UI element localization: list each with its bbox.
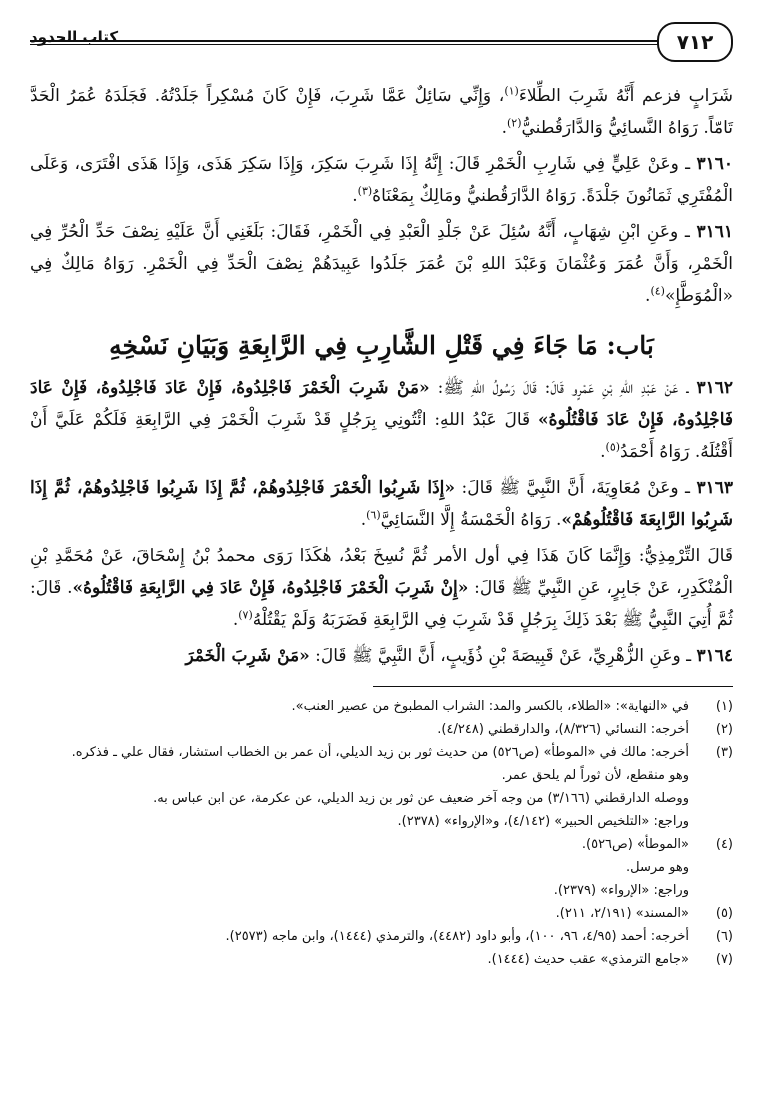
hadith-number: ٣١٦١ — [696, 222, 733, 242]
page-number: ٧١٢ — [657, 22, 733, 62]
footnote-line: في «النهاية»: «الطلاء، بالكسر والمد: الشراب المطبوخ من عصير العنب». — [291, 699, 689, 714]
footnote — [30, 718, 733, 741]
text: ـ وعَنْ مُعَاوِيَةَ، أَنَّ النَّبِيَّ ﷺ قَالَ: — [461, 478, 691, 498]
footnote-line: وهو مرسل. — [626, 860, 689, 875]
footnote-line: أخرجه: مالك في «الموطأ» (ص٥٢٦) من حديث ثور بن زيد الديلي، أن عمر بن الخطاب استشار، فقال علي ـ فذكره. — [71, 745, 689, 760]
hadith-number: ٣١٦٤ — [696, 646, 733, 666]
footnote-text — [30, 925, 689, 948]
text: ـ عَنْ عَبْدِ اللهِ بْنِ عَمْرٍو قَالَ: قَالَ رَسُولُ اللهِ ﷺ: — [437, 378, 689, 398]
header-rule — [30, 40, 673, 45]
hadith-entry — [30, 148, 733, 212]
hadith-number: ٣١٦٣ — [696, 478, 734, 498]
footnote-text — [30, 741, 689, 833]
hadith-quote: «إِنْ شَرِبَ الْخَمْرَ فَاجْلِدُوهُ، فَإِنْ عَادَ فِي الرَّابِعَةِ فَاقْتُلُوهُ» — [72, 578, 469, 598]
hadith-number: ٣١٦٢ — [696, 378, 734, 398]
text: . — [360, 510, 367, 530]
footnote-text — [30, 948, 689, 971]
hadith-quote: «مَنْ شَرِبَ الْخَمْرَ — [185, 646, 310, 666]
footnote-ref: (٥) — [605, 440, 621, 454]
footnote-ref: (٤) — [650, 284, 665, 298]
footnote — [30, 925, 733, 948]
footnote-line: وراجع: «الإرواء» (٢٣٧٩). — [553, 883, 689, 898]
commentary-paragraph — [30, 540, 733, 636]
footnote-ref: (٧) — [238, 608, 253, 622]
footnote — [30, 948, 733, 971]
text: قَالَ عَبْدُ اللهِ: ائْتُونِي بِرَجُلٍ قَدْ شَرِبَ الْخَمْرَ فِي الرَّابِعَةِ فَلَكُمْ عَلَيَّ أَنْ أَقْتُلَهُ. رَوَاهُ أَحْمَدُ — [30, 410, 733, 462]
text: قَالَ التِّرْمِذِيُّ: وَإِنَّمَا كَانَ هَذَا فِي أول الأمر ثُمَّ نُسِخَ بَعْدُ، هٰكَذَا رَوَى محمدُ بْنُ إِسْحَاقَ، عَنْ مُحَمَّدِ بْنِ الْمُنْكَدِرِ، عَنْ جَابِرٍ، عَنِ النَّبِيِّ ﷺ قَالَ: — [30, 546, 733, 598]
footnote-ref: (١) — [504, 84, 519, 98]
text: . قَالَ: ثُمَّ أُتِيَ النَّبِيُّ ﷺ بَعْدَ ذَلِكَ بِرَجُلٍ قَدْ شَرِبَ فِي الرَّابِعَةِ فَضَرَبَهُ وَلَمْ يَقْتُلْهُ — [30, 578, 733, 630]
text: ـ وعَنْ عَلِيٍّ فِي شَارِبِ الْخَمْرِ قَالَ: إِنَّهُ إِذَا شَرِبَ سَكِرَ، وَإِذَا سَكِرَ هَذَى، وَإِذَا هَذَى افْتَرَى، وَعَلَى الْمُفْتَرِي ثَمَانُونَ جَلْدَةً. رَوَاهُ الدَّارَقُطنيُّ ومَالِكٌ بِمَعْنَاهُ — [30, 154, 733, 206]
footnote-number: (٦) — [715, 929, 733, 944]
footnote-ref: (٣) — [357, 184, 373, 198]
footnote — [30, 741, 733, 833]
hadith-entry — [30, 216, 733, 312]
text: ـ وعَنِ الزُّهْرِيِّ، عَنْ قَبِيصَةَ بْنِ ذُؤَيبٍ، أَنَّ النَّبِيَّ ﷺ قَالَ: — [315, 646, 692, 666]
main-text — [30, 80, 733, 672]
page — [30, 22, 733, 971]
footnotes — [30, 695, 733, 971]
footnote-line: وراجع: «التلخيص الحبير» (٤/١٤٢)، و«الإرواء» (٢٣٧٨). — [397, 814, 689, 829]
footnote — [30, 695, 733, 718]
footnote-line: أخرجه: النسائي (٨/٣٢٦)، والدارقطني (٤/٢٤٨). — [437, 722, 689, 737]
text: ، وَإِنِّي سَائِلٌ عَمَّا شَرِبَ، فَإِنْ كَانَ مُسْكِراً جَلَدْتُهُ. فَجَلَدَهُ عُمَرُ الْحَدَّ تَامّاً. رَوَاهُ النَّسائِيُّ وَالدَّارَقُطنيُّ — [30, 86, 733, 138]
footnote-line: وهو منقطع، لأن ثوراً لم يلحق عمر. — [501, 768, 689, 783]
hadith-entry — [30, 640, 733, 672]
hadith-number: ٣١٦٠ — [696, 154, 733, 174]
footnote-ref: (٦) — [366, 508, 381, 522]
hadith-entry — [30, 472, 733, 536]
chapter-title: بَاب: مَا جَاءَ فِي قَتْلِ الشَّارِبِ فِي الرَّابِعَةِ وَبَيَانِ نَسْخِهِ — [109, 331, 654, 360]
footnote-text — [30, 718, 689, 741]
footnote-line: «جامع الترمذي» عقب حديث (١٤٤٤). — [487, 952, 689, 967]
text: . — [232, 610, 239, 630]
text: . — [501, 118, 507, 138]
text: . — [600, 442, 606, 462]
footnote-line: أخرجه: أحمد (٤/٩٥، ٩٦، ١٠٠)، وأبو داود (٤٤٨٢)، والترمذي (١٤٤٤)، وابن ماجه (٢٥٧٣). — [225, 929, 689, 944]
footnote-number: (٥) — [715, 906, 733, 921]
text: ـ وعَنِ ابْنِ شِهَابٍ، أَنَّهُ سُئِلَ عَنْ جَلْدِ الْعَبْدِ فِي الْخَمْرِ، فَقَالَ: بَلَغَنِي أَنَّ عَلَيْهِ نِصْفَ حَدِّ الْحُرِّ فِي الْخَمْرِ، وَأَنَّ عُمَرَ وَعُثْمَانَ وَعَبْدَ اللهِ بْنَ عُمَرَ جَلَدُوا عَبِيدَهُمْ نِصْفَ الْحَدِّ فِي الْخَمْرِ. رَوَاهُ مَالِكٌ فِي «الْمُوَطَّإِ» — [30, 222, 733, 306]
footnote-number: (٣) — [715, 745, 733, 760]
paragraph-continuation — [30, 80, 733, 144]
footnote-number: (٧) — [715, 952, 733, 967]
footnote-number: (٤) — [715, 837, 733, 852]
footnote-line: «المسند» (٢/١٩١، ٢١١). — [555, 906, 689, 921]
page-header — [30, 22, 733, 70]
text: شَرَابٍ فزعم أَنَّهُ شَرِبَ الطِّلاءَ — [518, 86, 733, 106]
footnote-text — [30, 833, 689, 902]
text: . — [352, 186, 358, 206]
footnote-text — [30, 902, 689, 925]
footnote — [30, 902, 733, 925]
footnote-separator — [373, 686, 733, 687]
hadith-entry — [30, 372, 733, 468]
footnote-text — [30, 695, 689, 718]
footnote-number: (٢) — [715, 722, 733, 737]
footnote-line: «الموطأ» (ص٥٢٦). — [581, 837, 689, 852]
text: . رَوَاهُ الْخَمْسَةُ إِلَّا النَّسَائِيَّ — [380, 510, 562, 530]
footnote-number: (١) — [715, 699, 733, 714]
book-title: كتاب الحدود — [30, 28, 119, 46]
footnote — [30, 833, 733, 902]
hadith-quote: «مَنْ شَرِبَ الْخَمْرَ فَاجْلِدُوهُ، فَإِنْ عَادَ فَاجْلِدُوهُ، فَإِنْ عَادَ فَاجْلِدُوهُ، فَإِنْ عَادَ فَاقْتُلُوهُ» — [30, 378, 733, 430]
text: . — [645, 286, 651, 306]
footnote-line: ووصله الدارقطني (٣/١٦٦) من وجه آخر ضعيف عن ثور بن زيد الديلي، عن عكرمة، عن ابن عباس به. — [153, 791, 689, 806]
hadith-quote: «إِذَا شَرِبُوا الْخَمْرَ فَاجْلِدُوهُمْ، ثُمَّ إِذَا شَرِبُوا فَاجْلِدُوهُمْ، ثُمَّ إِذَا شَرِبُوا الرَّابِعَةَ فَاقْتُلُوهُمْ» — [30, 478, 733, 530]
footnote-ref: (٢) — [507, 116, 522, 130]
